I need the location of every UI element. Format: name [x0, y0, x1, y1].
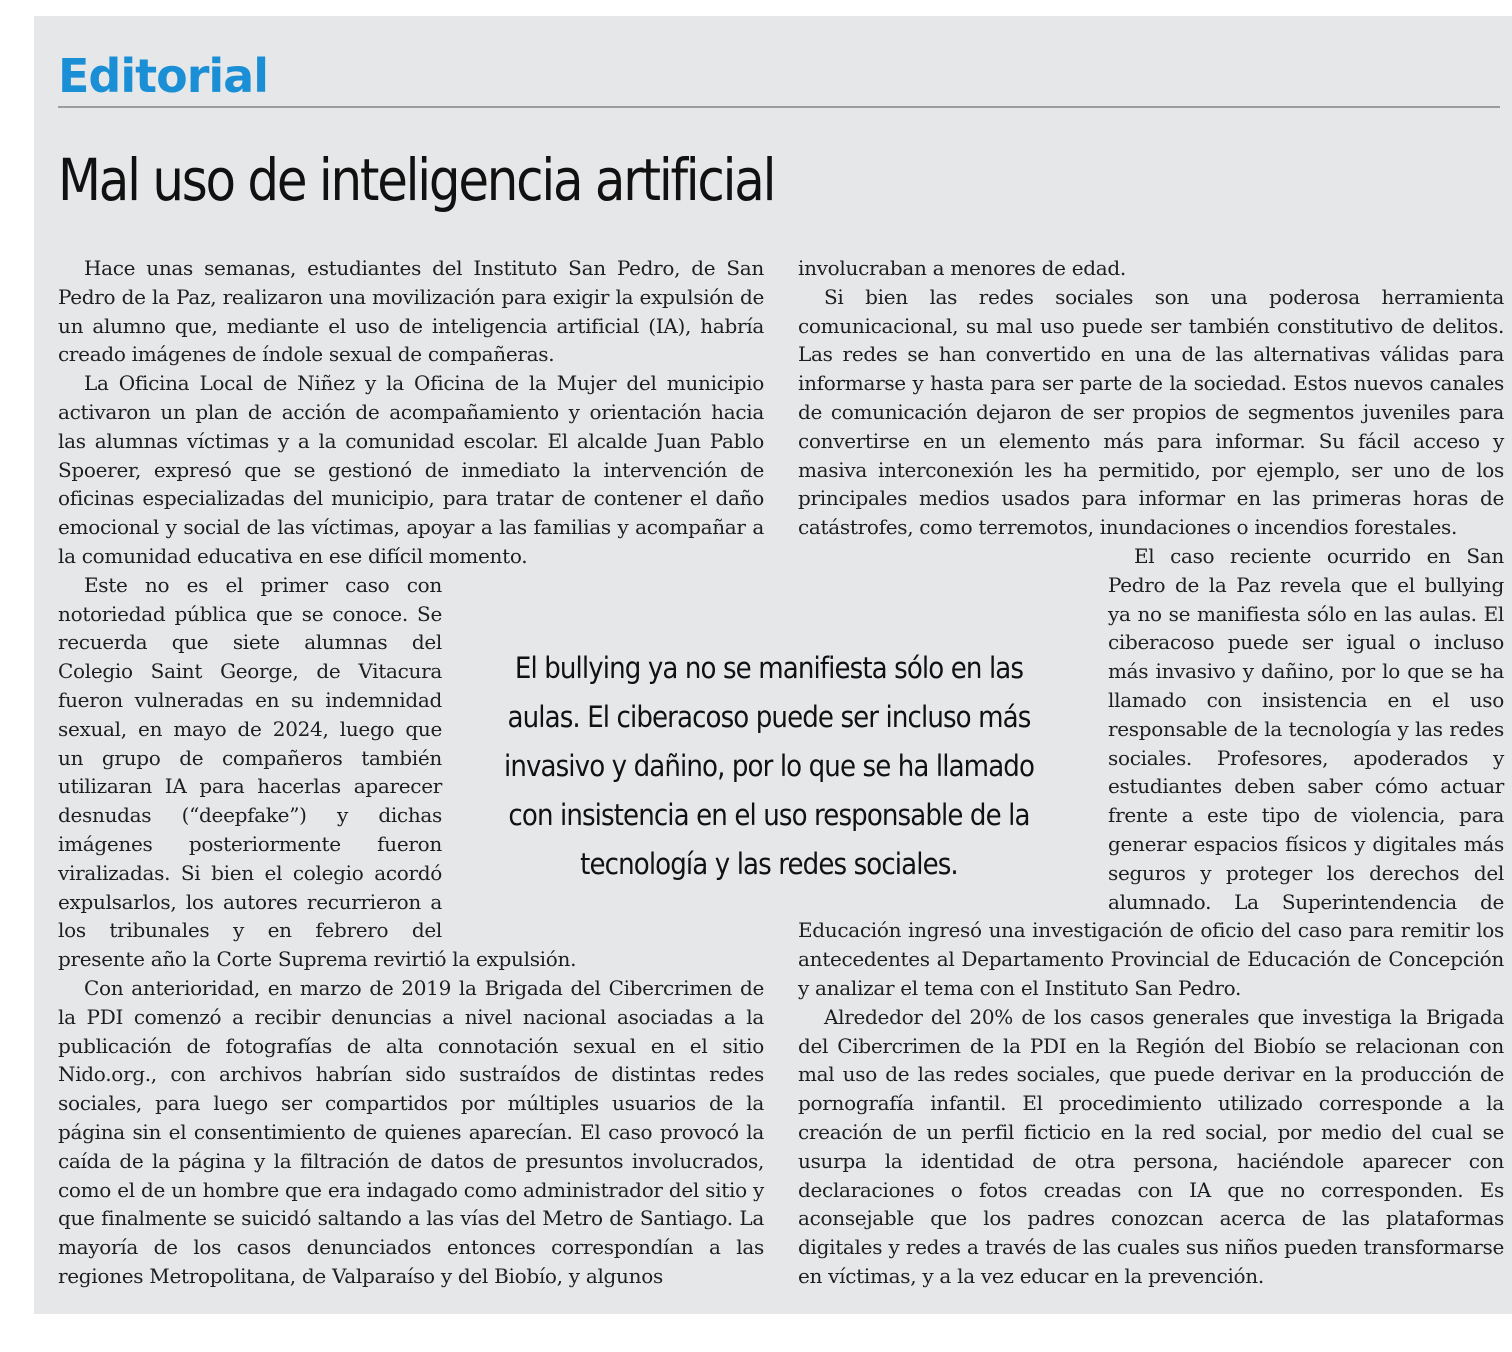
editorial-page: [34, 16, 1512, 1314]
article-paragraph: Alrededor del 20% de los casos generales que investiga la Brigada del Cibercrimen de la PDI en la Región del Biobío se relacionan con mal uso de las redes sociales, que puede derivar en la producción de pornografía infantil. El procedimiento utilizado corresponde a la creación de un perfil ficticio en la red social, por medio del cual se usurpa la identidad de otra persona, haciéndole aparecer con declaraciones o fotos creadas con IA que no corresponden. Es aconsejable que los padres conozcan acerca de las plataformas digitales y redes a través de las cuales sus niños pueden transformarse en víctimas, y a la vez educar en la prevención.: [798, 1004, 1504, 1288]
headline: Mal uso de inteligencia artificial: [58, 146, 775, 214]
article-paragraph: Si bien las redes sociales son una poderosa herramienta comunicacional, su mal uso puede ser también constitutivo de delitos. Las redes se han convertido en una de las alternativas válidas para informarse y hasta para ser parte de la sociedad. Estos nuevos canales de comunicación dejaron de ser propios de segmentos juveniles para convertirse en un elemento más para informar. Su fácil acceso y masiva interconexión les ha permitido, por ejemplo, ser uno de los principales medios usados para informar en las primeras horas de catástrofes, como terremotos, inundaciones o incendios forestales.: [798, 284, 1504, 540]
article-paragraph: El caso reciente ocurrido en San Pedro de la Paz revela que el bullying ya no se manifiesta sólo en las aulas. El ciberacoso puede ser igual o incluso más invasivo y dañino, por lo que se ha llamado con insistencia en el uso responsable de la tecnología y las redes sociales. Profesores, apoderados y estudiantes deben saber cómo actuar frente a este tipo de violencia, para generar espacios físicos y digitales más seguros y proteger los derechos del alumnado. La Superintendencia de Educación ingresó una investigación de oficio del caso para remitir los antecedentes al Departamento Provincial de Educación de Concepción y analizar el tema con el Instituto San Pedro.: [798, 543, 1504, 1000]
article-paragraph: Hace unas semanas, estudiantes del Instituto San Pedro, de San Pedro de la Paz, realizaron una movilización para exigir la expulsión de un alumno que, mediante el uso de inteligencia artificial (IA), habría creado imágenes de índole sexual de compañeras.: [58, 256, 764, 367]
section-label: Editorial: [58, 49, 268, 103]
section-divider: [58, 106, 1500, 108]
article-continuation: involucraban a menores de edad.: [798, 256, 1126, 280]
article-paragraph: La Oficina Local de Niñez y la Oficina de la Mujer del municipio activaron un plan de acción de acompañamiento y orientación hacia las alumnas víctimas y a la comunidad escolar. El alcalde Juan Pablo Spoerer, expresó que se gestionó de inmediato la intervención de oficinas especializadas del municipio, para tratar de contener el daño emocional y social de las víctimas, apoyar a las familias y acompañar a la comunidad educativa en ese difícil momento.: [58, 371, 764, 568]
pull-quote: El bullying ya no se manifiesta sólo en las aulas. El ciberacoso puede ser incluso más invasivo y dañino, por lo que se ha llamado con insistencia en el uso responsable de la tecnología y las redes sociales.: [503, 651, 1035, 881]
article-paragraph: Este no es el primer caso con notoriedad pública que se conoce. Se recuerda que siete alumnas del Colegio Saint George, de Vitacura fueron vulneradas en su indemnidad sexual, en mayo de 2024, luego que un grupo de compañeros también utilizaran IA para hacerlas aparecer desnudas (“deepfake”) y dichas imágenes posteriormente fueron viralizadas. Si bien el colegio acordó expulsarlos, los autores recurrieron a los tribunales y en febrero del presente año la Corte Suprema revirtió la expulsión.: [58, 572, 577, 972]
article-paragraph: Con anterioridad, en marzo de 2019 la Brigada del Cibercrimen de la PDI comenzó a recibir denuncias a nivel nacional asociadas a la publicación de fotografías de alta connotación sexual en el sitio Nido.org., con archivos habrían sido sustraídos de distintas redes sociales, para luego ser compartidos por múltiples usuarios de la página sin el consentimiento de quienes aparecían. El caso provocó la caída de la página y la filtración de datos de presuntos involucrados, como el de un hombre que era indagado como administrador del sitio y que finalmente se suicidó saltando a las vías del Metro de Santiago. La mayoría de los casos denunciados entonces correspondían a las regiones Metropolitana, de Valparaíso y del Biobío, y algunos: [58, 975, 764, 1288]
